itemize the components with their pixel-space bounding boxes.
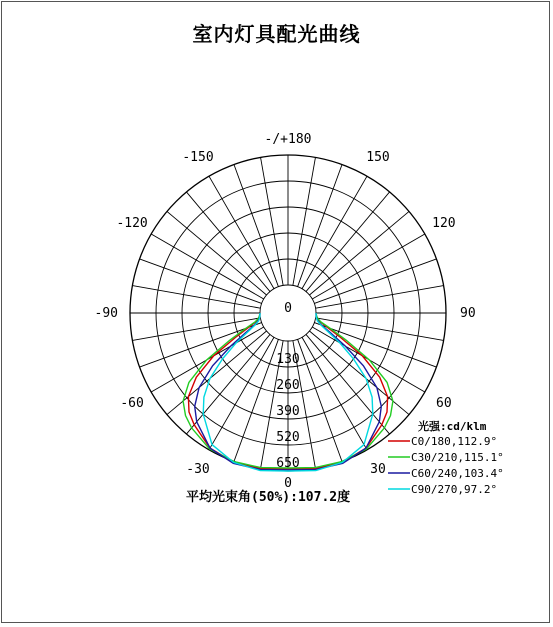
grid-spoke [234, 165, 278, 287]
legend-label: C30/210,115.1° [411, 451, 504, 464]
grid-spoke [309, 211, 409, 295]
angle-label: 120 [432, 216, 456, 231]
legend-label: C0/180,112.9° [411, 435, 498, 448]
polar-labels [95, 132, 476, 505]
grid-spoke [306, 192, 390, 292]
radial-tick-label: 650 [276, 456, 300, 471]
grid-spoke [140, 259, 262, 303]
grid-spoke [314, 323, 436, 367]
angle-label: 60 [436, 396, 452, 411]
radial-tick-label: 260 [276, 378, 300, 393]
angle-label: 30 [370, 461, 386, 477]
legend-label: C60/240,103.4° [411, 467, 504, 480]
chart-title: 室内灯具配光曲线 [192, 22, 361, 46]
angle-label: 150 [366, 150, 390, 166]
beam-angle-text: 平均光束角(50%):107.2度 [186, 490, 351, 505]
angle-label: -90 [94, 306, 118, 321]
angle-label: 90 [460, 306, 476, 321]
radial-tick-label: 130 [276, 352, 300, 367]
angle-label: -150 [182, 150, 214, 166]
angle-label: -120 [116, 216, 148, 231]
grid-spoke [293, 157, 316, 285]
angle-label: -60 [120, 396, 144, 411]
radial-tick-label: 0 [284, 301, 292, 316]
radial-tick-label: 390 [276, 404, 300, 419]
grid-spoke [298, 339, 342, 461]
grid-spoke [316, 286, 444, 309]
grid-spoke [140, 323, 262, 367]
angle-label: 0 [284, 476, 292, 491]
legend [388, 419, 504, 496]
grid-spoke [167, 211, 267, 295]
unit-label: 光强:cd/klm [418, 420, 487, 433]
grid-spoke [298, 165, 342, 287]
grid-spoke [234, 339, 278, 461]
grid-spoke [132, 286, 260, 309]
grid-spoke [261, 157, 284, 285]
angle-label: -/+180 [264, 132, 312, 147]
angle-label: -30 [186, 461, 210, 477]
grid-spoke [314, 259, 436, 303]
radial-tick-label: 520 [276, 430, 300, 445]
grid-spoke [167, 331, 267, 415]
legend-label: C90/270,97.2° [411, 483, 498, 496]
grid-spoke [309, 331, 409, 415]
grid-spoke [186, 192, 270, 292]
